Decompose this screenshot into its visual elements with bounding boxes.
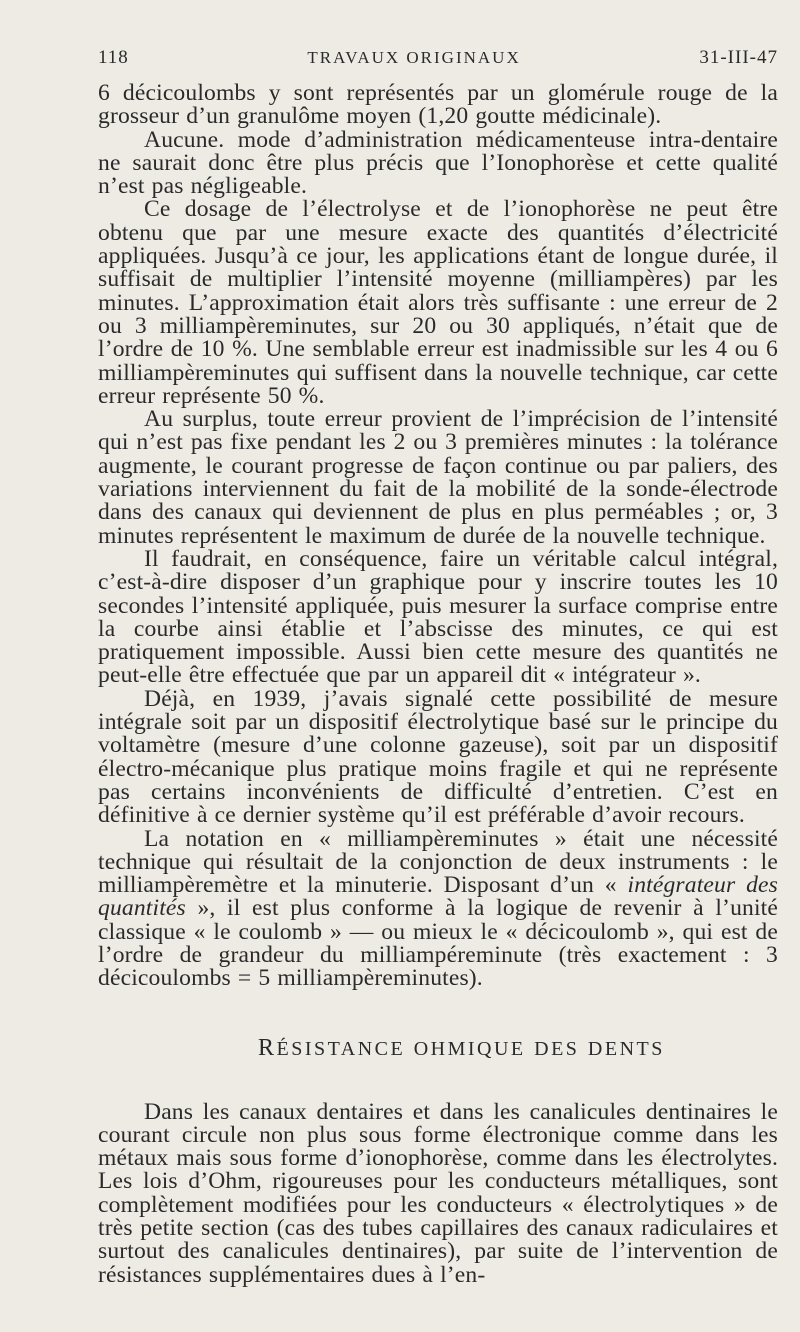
notation-italic: intégrateur des quantités bbox=[98, 872, 778, 922]
notation-text-2: », il est plus conforme à la logique de revenir à l’unité classique « le coulomb » — ou mieux le « décicoulomb », qui est de l’ordre de grandeur du milliampéreminute (très exactement : 3 décicoulombs = 5 milliampèreminutes). bbox=[98, 895, 778, 992]
paragraph: Dans les canaux dentaires et dans les canalicules dentinaires le courant circule non plus sous forme électronique comme dans les métaux mais sous forme d’ionophorèse, comme dans les électrolytes. Les lois d’Ohm, rigoureuses pour les conducteurs métalliques, sont complètement modifiées pour les conducteurs « électrolytiques » de très petite section (cas des tubes capillaires des canaux radiculaires et surtout des canalicules dentinaires), par suite de l’intervention de résistances supplémentaires dues à l’en- bbox=[98, 1098, 778, 1288]
paragraph: 6 décicoulombs y sont représentés par un glomérule rouge de la grosseur d’un granulôme moyen (1,20 goutte médicinale). bbox=[98, 80, 778, 130]
journal-title: TRAVAUX ORIGINAUX bbox=[307, 48, 521, 67]
notation-text-1: La notation en « milliampèreminutes » était une nécessité technique qui résultait de la conjonction de deux instruments : le milliampèremètre et la minuterie. Disposant d’un « bbox=[98, 825, 778, 899]
paragraph: Il faudrait, en conséquence, faire un véritable calcul intégral, c’est-à-dire disposer d’un graphique pour y inscrire toutes les 10 secondes l’intensité appliquée, puis mesurer la surface comprise entre la courbe ainsi établie et l’abscisse des minutes, ce qui est pratiquement impossible. Aussi bien cette mesure des quantités ne peut-elle être effectuée que par un appareil dit « intégrateur ». bbox=[98, 545, 778, 689]
paragraph: Au surplus, toute erreur provient de l’imprécision de l’intensité qui n’est pas fixe pendant les 2 ou 3 premières minutes : la tolérance augmente, le courant progresse de façon continue ou par paliers, des variations interviennent du fait de la mobilité de la sonde-électrode dans des canaux qui deviennent de plus en plus perméables ; or, 3 minutes représentent le maximum de durée de la nouvelle technique. bbox=[98, 406, 778, 549]
section-heading-initial: R bbox=[258, 1034, 277, 1061]
running-head bbox=[98, 44, 778, 72]
page-number: 118 bbox=[98, 47, 129, 68]
section-heading bbox=[98, 1036, 778, 1061]
section-heading-rest: ÉSISTANCE OHMIQUE DES DENTS bbox=[276, 1037, 665, 1060]
paragraph: Ce dosage de l’électrolyse et de l’ionophorèse ne peut être obtenu que par une mesure exacte des quantités d’électricité appliquées. Jusqu’à ce jour, les applications étant de longue durée, il suffisait de multiplier l’intensité moyenne (milliampères) par les minutes. L’approximation était alors très suffisante : une erreur de 2 ou 3 milliampèreminutes, sur 20 ou 30 appliqués, n’était que de l’ordre de 10 %. Une semblable erreur est inadmissible sur les 4 ou 6 milliampèreminutes qui suffisent dans la nouvelle technique, car cette erreur représente 50 %. bbox=[98, 196, 778, 409]
paragraph: Déjà, en 1939, j’avais signalé cette possibilité de mesure intégrale soit par un dispositif électrolytique basé sur le principe du voltamètre (mesure d’une colonne gazeuse), soit par un dispositif électro-mécanique plus pratique moins fragile et qui ne représente pas certains inconvénients de difficulté d’entretien. C’est en définitive à ce dernier système qu’il est préférable d’avoir recours. bbox=[98, 685, 778, 829]
paragraph: Aucune. mode d’administration médicamenteuse intra-dentaire ne saurait donc être plus précis que l’Ionophorèse et cette qualité n’est pas négligeable. bbox=[98, 126, 778, 200]
article-body bbox=[98, 82, 778, 1287]
paragraph-notation bbox=[98, 825, 778, 992]
issue-date: 31-III-47 bbox=[699, 47, 778, 68]
